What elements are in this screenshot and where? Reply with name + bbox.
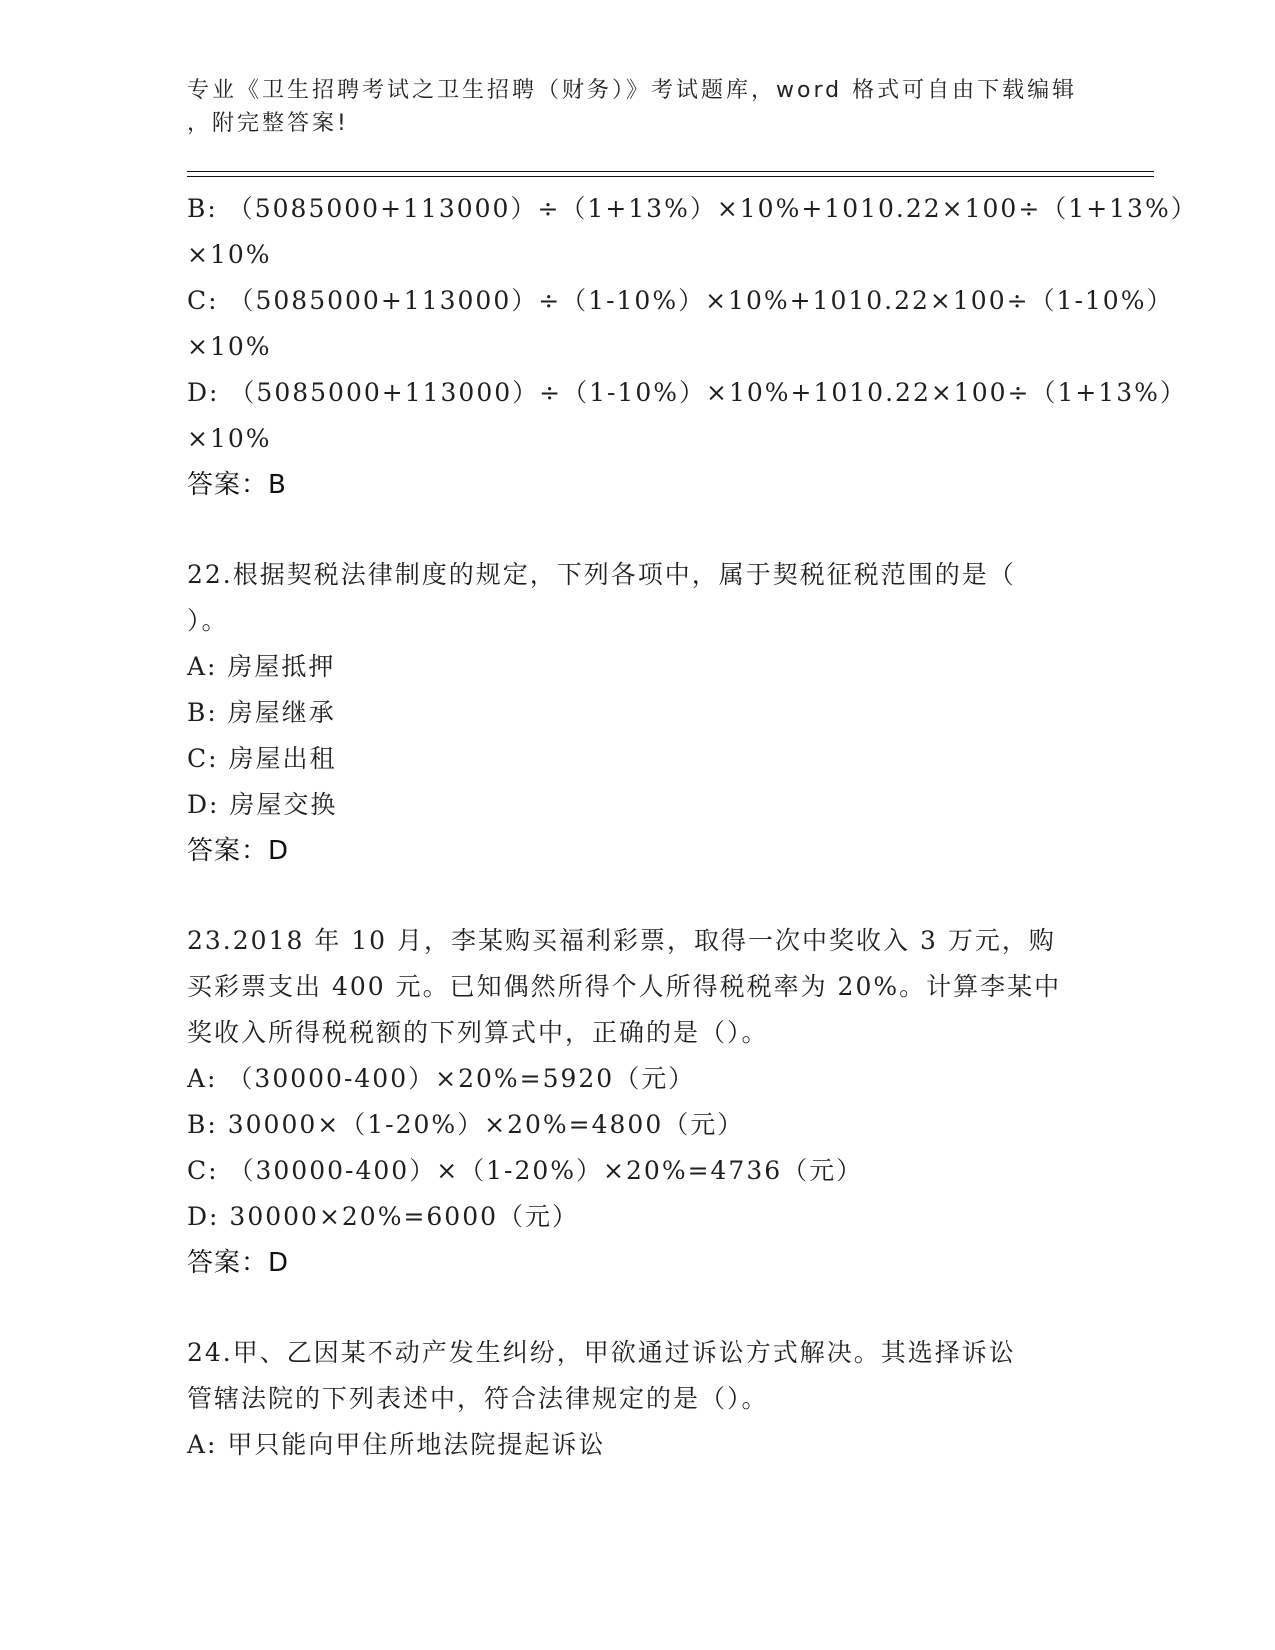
- question-stem-line-2: ）。: [187, 606, 229, 635]
- header-title-line-2: ，附完整答案!: [187, 111, 349, 136]
- spacer: [187, 1286, 1087, 1330]
- header-title-line-1: 专业《卫生招聘考试之卫生招聘（财务）》考试题库，word 格式可自由下载编辑: [187, 78, 1078, 103]
- option-d: D: 房屋交换: [187, 790, 338, 819]
- header-rule-bottom: [187, 176, 1154, 177]
- option-d-line-1: D: （5085000+113000）÷（1-10%）×10%+1010.22×100÷（1+13%）: [187, 378, 1187, 407]
- document-body: [187, 186, 1198, 1468]
- question-stem-line-1: 22.根据契税法律制度的规定，下列各项中，属于契税征税范围的是（: [187, 560, 1016, 589]
- option-c: C: 房屋出租: [187, 744, 337, 773]
- option-b-line-1: B: （5085000+113000）÷（1+13%）×10%+1010.22×100÷（1+13%）: [187, 194, 1198, 223]
- answer: 答案：B: [187, 470, 287, 500]
- option-a: A: 房屋抵押: [187, 652, 336, 681]
- option-a: A: （30000-400）×20%=5920（元）: [187, 1064, 696, 1093]
- option-a: A: 甲只能向甲住所地法院提起诉讼: [187, 1430, 606, 1459]
- spacer: [187, 508, 1087, 552]
- question-21: [187, 186, 1198, 508]
- option-c-line-1: C: （5085000+113000）÷（1-10%）×10%+1010.22×100÷（1-10%）: [187, 286, 1174, 315]
- option-c-line-2: ×10%: [187, 332, 272, 361]
- question-stem-line-2: 买彩票支出 400 元。已知偶然所得个人所得税税率为 20%。计算李某中: [187, 972, 1062, 1001]
- option-c: C: （30000-400）×（1-20%）×20%=4736（元）: [187, 1156, 864, 1185]
- option-b: B: 房屋继承: [187, 698, 336, 727]
- question-stem-line-1: 23.2018 年 10 月，李某购买福利彩票，取得一次中奖收入 3 万元，购: [187, 926, 1056, 955]
- answer: 答案：D: [187, 836, 290, 866]
- option-d: D: 30000×20%=6000（元）: [187, 1202, 580, 1231]
- page-header: [187, 74, 1087, 140]
- spacer: [187, 874, 1087, 918]
- question-22: [187, 552, 1087, 874]
- option-d-line-2: ×10%: [187, 424, 272, 453]
- option-b-line-2: ×10%: [187, 240, 272, 269]
- question-23: [187, 918, 1087, 1286]
- question-stem-line-3: 奖收入所得税税额的下列算式中，正确的是（）。: [187, 1018, 769, 1047]
- question-24: [187, 1330, 1087, 1468]
- question-stem-line-2: 管辖法院的下列表述中，符合法律规定的是（）。: [187, 1384, 769, 1413]
- question-stem-line-1: 24.甲、乙因某不动产发生纠纷，甲欲通过诉讼方式解决。其选择诉讼: [187, 1338, 1016, 1367]
- header-rule-top: [187, 171, 1154, 172]
- option-b: B: 30000×（1-20%）×20%=4800（元）: [187, 1110, 745, 1139]
- answer: 答案：D: [187, 1248, 290, 1278]
